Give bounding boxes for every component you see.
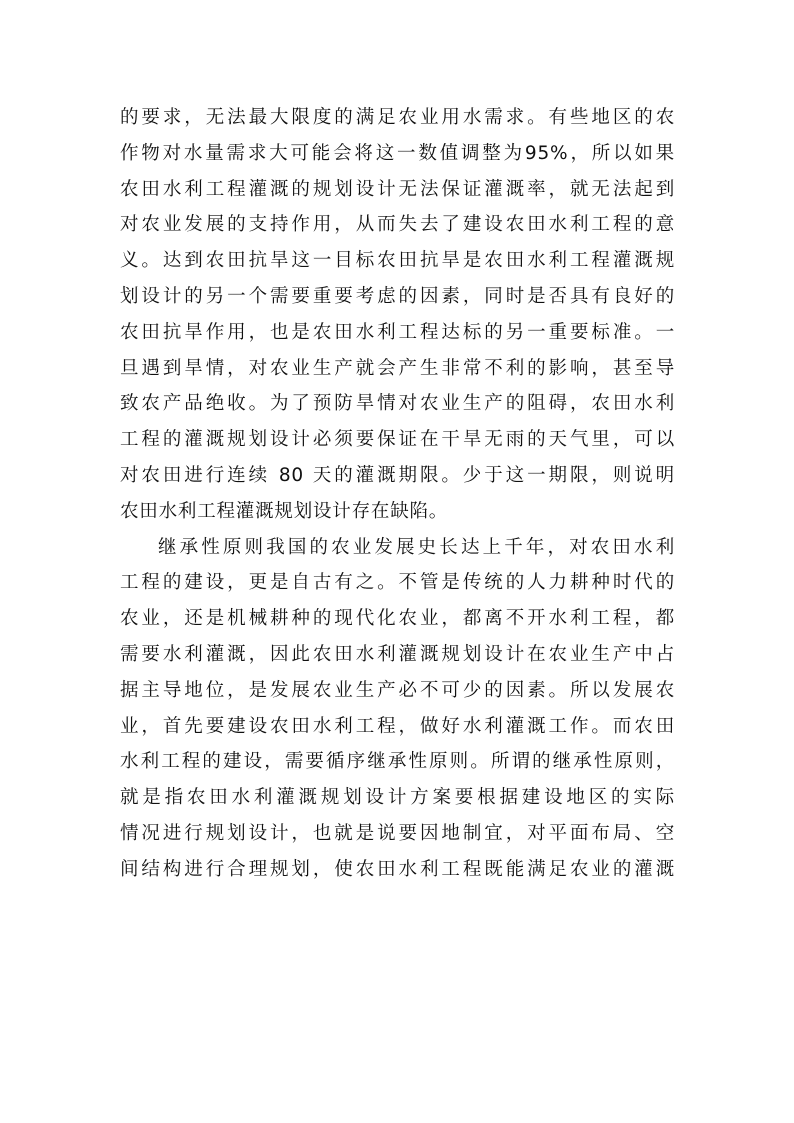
p1-line-10: 工程的灌溉规划设计必须要保证在干旱无雨的天气里，可以 xyxy=(120,429,675,451)
p1-line-12: 农田水利工程灌溉规划设计存在缺陷。 xyxy=(120,500,449,522)
p1-line-7: 农田抗旱作用，也是农田水利工程达标的另一重要标准。一 xyxy=(120,321,675,343)
p2-line-9: 情况进行规划设计，也就是说要因地制宜，对平面布局、空 xyxy=(120,822,675,844)
p1-line-2: 作物对水量需求大可能会将这一数值调整为95%，所以如果 xyxy=(120,142,675,164)
p2-line-7: 水利工程的建设，需要循序继承性原则。所谓的继承性原则， xyxy=(120,751,675,773)
p2-line-10: 间结构进行合理规划，使农田水利工程既能满足农业的灌溉 xyxy=(120,858,675,880)
p1-line-8: 旦遇到旱情，对农业生产就会产生非常不利的影响，甚至导 xyxy=(120,357,675,379)
p2-line-5: 据主导地位，是发展农业生产必不可少的因素。所以发展农 xyxy=(120,679,675,701)
p2-line-6: 业，首先要建设农田水利工程，做好水利灌溉工作。而农田 xyxy=(120,715,675,737)
p1-line-6: 划设计的另一个需要重要考虑的因素，同时是否具有良好的 xyxy=(120,285,675,307)
p1-line-9: 致农产品绝收。为了预防旱情对农业生产的阻碍，农田水利 xyxy=(120,393,675,415)
p2-line-4: 需要水利灌溉，因此农田水利灌溉规划设计在农业生产中占 xyxy=(120,643,675,665)
body-text xyxy=(120,100,675,888)
p1-line-11: 对农田进行连续 80 天的灌溉期限。少于这一期限，则说明 xyxy=(120,464,675,486)
p2-line-1: 继承性原则我国的农业发展史长达上千年，对农田水利 xyxy=(158,536,675,558)
p1-line-5: 义。达到农田抗旱这一目标农田抗旱是农田水利工程灌溉规 xyxy=(120,250,675,272)
p1-line-3: 农田水利工程灌溉的规划设计无法保证灌溉率，就无法起到 xyxy=(120,178,675,200)
p2-line-3: 农业，还是机械耕种的现代化农业，都离不开水利工程，都 xyxy=(120,608,675,630)
p1-line-4: 对农业发展的支持作用，从而失去了建设农田水利工程的意 xyxy=(120,214,675,236)
p1-line-1: 的要求，无法最大限度的满足农业用水需求。有些地区的农 xyxy=(120,107,675,128)
p2-line-2: 工程的建设，更是自古有之。不管是传统的人力耕种时代的 xyxy=(120,572,675,594)
p2-line-8: 就是指农田水利灌溉规划设计方案要根据建设地区的实际 xyxy=(120,787,675,809)
